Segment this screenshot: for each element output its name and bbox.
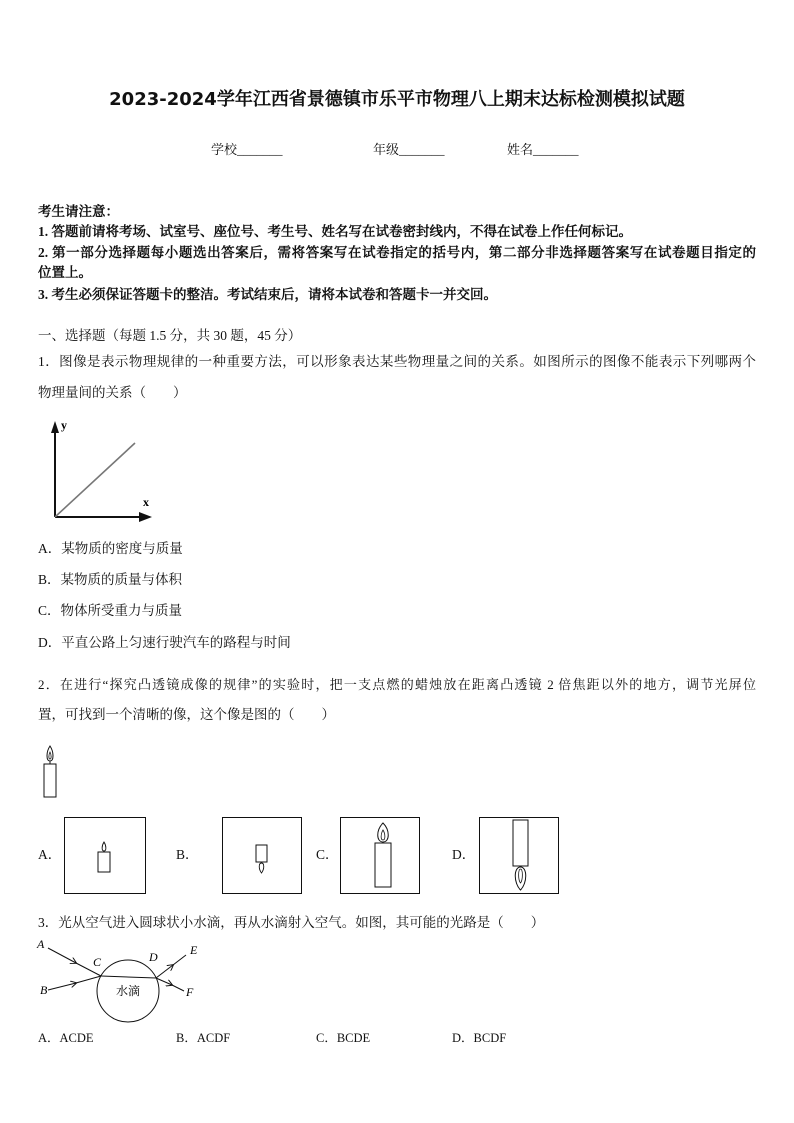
ray-b-in-end bbox=[76, 976, 101, 983]
grade-blank: _______ bbox=[399, 142, 445, 157]
q1-option-d: D．平直公路上匀速行驶汽车的路程与时间 bbox=[38, 635, 291, 650]
ray-e-out-end bbox=[173, 955, 186, 965]
name-label: 姓名 bbox=[507, 142, 534, 157]
ray-e-out bbox=[156, 965, 173, 978]
school-label: 学校 bbox=[211, 142, 238, 157]
large-inverted-candle bbox=[513, 820, 528, 866]
proportional-line bbox=[55, 443, 135, 517]
large-inverted-flame-icon bbox=[515, 867, 526, 890]
ray-inside-droplet bbox=[101, 976, 156, 978]
q1-option-c: C．物体所受重力与质量 bbox=[38, 603, 183, 618]
q2-option-c-label: C． bbox=[316, 847, 339, 862]
q1-stem-line-1: 1．图像是表示物理规律的一种重要方法，可以形象表达某些物理量之间的关系。如图所示的图像不能表示下列哪两个 bbox=[38, 354, 756, 369]
school-blank: _______ bbox=[237, 142, 283, 157]
q1-option-a: A．某物质的密度与质量 bbox=[38, 541, 183, 556]
large-upright-flame-icon bbox=[378, 823, 389, 842]
point-d-label: D bbox=[149, 950, 158, 964]
q2-option-c-image bbox=[340, 817, 422, 894]
small-inverted-candle bbox=[256, 845, 267, 862]
q2-option-b-label: B． bbox=[176, 847, 199, 862]
point-c-label: C bbox=[93, 955, 102, 969]
y-axis-arrow bbox=[51, 421, 59, 433]
q3-stem-line-1: 3．光从空气进入圆球状小水滴，再从水滴射入空气。如图，其可能的光路是（ ） bbox=[38, 915, 545, 930]
notice-line-2-continued: 位置上。 bbox=[38, 265, 92, 280]
notice-line-3: 3. 考生必须保证答题卡的整洁。考试结束后，请将本试卷和答题卡一并交回。 bbox=[38, 287, 497, 302]
q2-option-d-label: D． bbox=[452, 847, 476, 862]
x-axis-arrow bbox=[139, 512, 152, 522]
large-upright-inner-flame bbox=[381, 830, 385, 840]
point-e-label: E bbox=[190, 943, 198, 957]
point-a-label: A bbox=[37, 937, 45, 951]
exam-title: 2023-2024学年江西省景德镇市乐平市物理八上期末达标检测模拟试题 bbox=[109, 89, 685, 110]
section-heading: 一、选择题（每题 1.5 分，共 30 题，45 分） bbox=[38, 328, 302, 343]
candle-object-figure bbox=[38, 744, 64, 802]
small-upright-candle bbox=[98, 852, 110, 872]
q2-option-a-label: A． bbox=[38, 847, 62, 862]
small-inverted-flame-icon bbox=[259, 863, 264, 873]
ray-b-in bbox=[48, 983, 76, 990]
q1-linear-graph bbox=[40, 415, 160, 525]
q2-stem-line-2: 置，可找到一个清晰的像，这个像是图的（ ） bbox=[38, 707, 335, 722]
y-axis-label: y bbox=[61, 418, 67, 432]
q3-option-c: C．BCDE bbox=[316, 1031, 371, 1045]
ray-f-out-end bbox=[172, 985, 184, 991]
q2-option-d-image bbox=[479, 817, 561, 894]
q2-option-b-image bbox=[222, 817, 304, 894]
small-upright-flame-icon bbox=[102, 842, 106, 851]
q3-option-a: A．ACDE bbox=[38, 1031, 94, 1045]
candle-inner-flame bbox=[49, 752, 51, 759]
candle-body bbox=[44, 764, 56, 797]
notice-line-2: 2. 第一部分选择题每小题选出答案后，需将答案写在试卷指定的括号内，第二部分非选择题答案写在试卷题目指定的 bbox=[38, 245, 756, 260]
large-upright-candle bbox=[375, 843, 391, 887]
q2-option-a-image bbox=[64, 817, 146, 894]
q1-stem-line-2: 物理量间的关系（ ） bbox=[38, 385, 187, 400]
q2-stem-line-1: 2．在进行“探究凸透镜成像的规律”的实验时，把一支点燃的蜡烛放在距离凸透镜 2 倍焦距以外的地方，调节光屏位 bbox=[38, 677, 756, 692]
name-field bbox=[507, 141, 579, 159]
large-inverted-inner-flame bbox=[519, 869, 523, 883]
grade-field bbox=[373, 141, 445, 159]
x-axis-label: x bbox=[143, 495, 149, 509]
point-b-label: B bbox=[40, 983, 48, 997]
ray-a-in bbox=[48, 948, 76, 963]
point-f-label: F bbox=[186, 985, 194, 999]
notice-line-1: 1. 答题前请将考场、试室号、座位号、考生号、姓名写在试卷密封线内，不得在试卷上作任何标记。 bbox=[38, 224, 632, 239]
q3-option-d: D．BCDF bbox=[452, 1031, 507, 1045]
school-field bbox=[211, 141, 283, 159]
q1-option-b: B．某物质的质量与体积 bbox=[38, 572, 183, 587]
q3-option-b: B．ACDF bbox=[176, 1031, 231, 1045]
q3-water-droplet-diagram bbox=[34, 936, 206, 1022]
grade-label: 年级 bbox=[373, 142, 400, 157]
water-droplet-label: 水滴 bbox=[115, 984, 141, 998]
name-blank: _______ bbox=[533, 142, 579, 157]
notice-heading: 考生请注意： bbox=[38, 204, 119, 219]
